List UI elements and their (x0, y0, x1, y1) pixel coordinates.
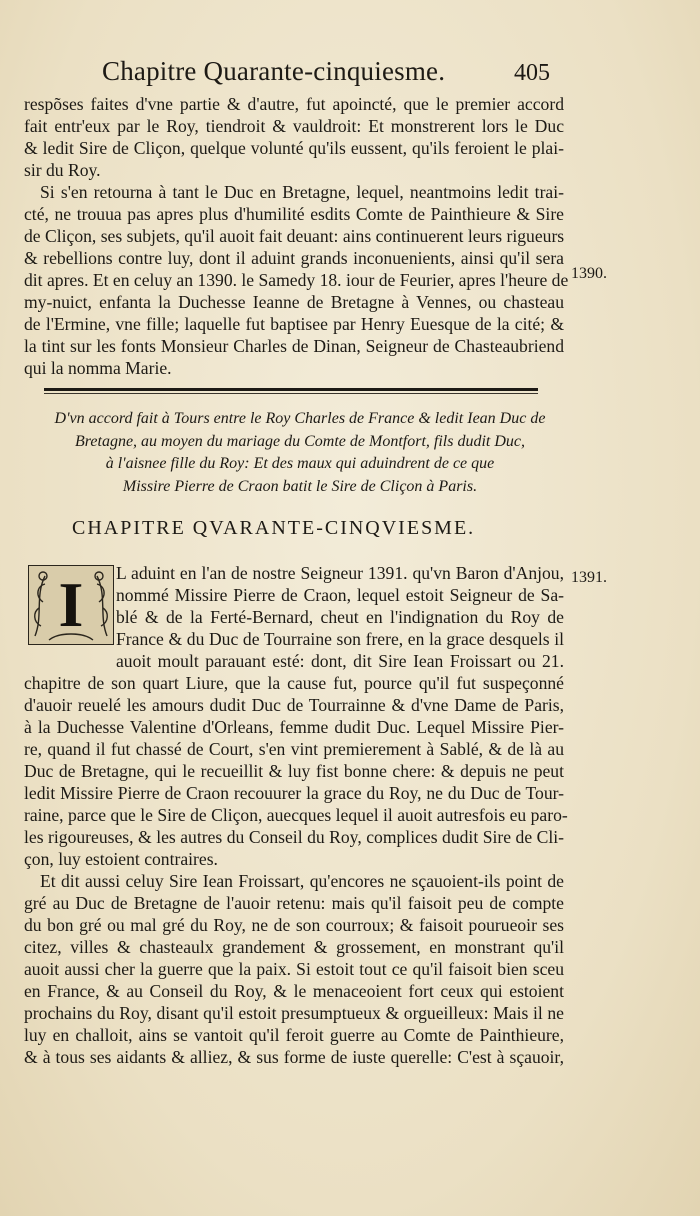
text-line: & ledit Sire de Cliçon, quelque volunté qu'ils eussent, qu'ils feroient le plai- (24, 138, 564, 158)
text-line: prochains du Roy, disant qu'il estoit presumptueux & orgueilleux: Mais il ne (24, 1003, 564, 1023)
summary-line: Missire Pierre de Craon batit le Sire de Cliçon à Paris. (122, 477, 478, 495)
text-line: çon, luy estoient contraires. (24, 849, 218, 869)
summary-line: D'vn accord fait à Tours entre le Roy Charles de France & ledit Iean Duc de (54, 410, 546, 427)
text-line: auoit moult parauant esté: dont, dit Sire Iean Froissart ou 21. (116, 651, 564, 671)
text-line: blé & de la Ferté-Bernard, cheut en l'indignation du Roy de (116, 607, 564, 627)
decorated-initial (28, 565, 114, 645)
text-line: la tint sur les fonts Monsieur Charles de Dinan, Seigneur de Chasteaubriend (24, 336, 564, 356)
section-divider (44, 388, 538, 391)
page-number: 405 (514, 60, 550, 86)
text-line: my-nuict, enfanta la Duchesse Ieanne de Bretagne à Vennes, ou chasteau (24, 292, 564, 312)
text-line: Et dit aussi celuy Sire Iean Froissart, qu'encores ne sçauoient-ils point de (40, 871, 564, 891)
chapter-summary (10, 408, 590, 498)
text-line: France & du Duc de Tourraine son frere, en la grace desquels il (116, 629, 564, 649)
text-line: respõses faites d'vne partie & d'autre, fut apoincté, que le premier accord (24, 94, 564, 114)
dropcap-lines (116, 562, 564, 650)
margin-note-year: 1390. (571, 265, 607, 282)
text-line: fait entr'eux par le Roy, tiendroit & vauldroit: Et monstrerent lors le Duc (24, 116, 564, 136)
text-line: chapitre de son quart Liure, que la cause fut, pource qu'il fut suspeçonné (24, 673, 564, 693)
chapter-heading: CHAPITRE QVARANTE-CINQVIESME. (72, 517, 476, 539)
text-line: de l'Ermine, vne fille; laquelle fut baptisee par Henry Euesque de la cité; & (24, 314, 564, 334)
text-line: auoit aussi cher la guerre que la paix. Si estoit tout ce qu'il faisoit bien sceu (24, 959, 564, 979)
text-line: Duc de Bretagne, qui le recueillit & luy fist bonne chere: & depuis ne peut (24, 761, 564, 781)
text-line: & à tous ses aidants & alliez, & sus forme de iuste querelle: C'est à sçauoir, (24, 1047, 564, 1067)
text-line: Si s'en retourna à tant le Duc en Bretagne, lequel, neantmoins ledit trai- (40, 182, 564, 202)
dropcap-letter: I (58, 569, 84, 640)
section-divider-thin (44, 393, 538, 394)
text-line: en France, & au Conseil du Roy, & le menaceoient fort ceux qui estoient (24, 981, 564, 1001)
text-line: du bon gré ou mal gré du Roy, ne de son courroux; & faisoit pourueoir ses (24, 915, 564, 935)
text-line: luy en challoit, ains se vantoit qu'il feroit guerre au Comte de Painthieure, (24, 1025, 564, 1045)
page-header (0, 56, 700, 90)
margin-note-year: 1391. (571, 569, 607, 586)
text-line: ledit Missire Pierre de Craon recouurer la grace du Roy, ne du Duc de Tour- (24, 783, 564, 803)
main-paragraphs (24, 650, 568, 1068)
text-line: nommé Missire Pierre de Craon, lequel estoit Seigneur de Sa- (116, 585, 564, 605)
running-title: Chapitre Quarante-cinquiesme. (102, 56, 446, 86)
text-line: & rebellions contre luy, dont il aduint grands inconuenients, ainsi qu'il sera (24, 248, 564, 268)
text-line: raine, parce que le Sire de Cliçon, auecques lequel il auoit autresfois eu paro- (24, 805, 568, 825)
text-line: les rigoureuses, & les autres du Conseil du Roy, complices dudit Sire de Cli- (24, 827, 564, 847)
text-line: L aduint en l'an de nostre Seigneur 1391. qu'vn Baron d'Anjou, (116, 563, 564, 583)
text-line: sir du Roy. (24, 160, 101, 180)
text-line: re, quand il fut chassé de Court, s'en vint premierement à Sablé, & de là au (24, 739, 564, 759)
text-line: citez, villes & chasteaulx grandement & grossement, en monstrant qu'il (24, 937, 564, 957)
summary-line: à l'aisnee fille du Roy: Et des maux qui aduindrent de ce que (105, 455, 495, 473)
text-line: à la Duchesse Valentine d'Orleans, femme dudit Duc. Lequel Missire Pier- (24, 717, 564, 737)
text-line: dit apres. Et en celuy an 1390. le Samedy 18. iour de Feurier, apres l'heure de (24, 270, 569, 290)
text-line: qui la nomma Marie. (24, 358, 172, 378)
text-line: cté, ne trouua pas apres plus d'humilité esdits Comte de Painthieure & Sire (24, 204, 564, 224)
text-line: de Cliçon, ses subjets, qu'il auoit fait deuant: ains continuerent leurs rigueurs (24, 226, 565, 246)
summary-line: Bretagne, au moyen du mariage du Comte de Montfort, fils dudit Duc, (74, 432, 525, 450)
intro-paragraphs (24, 93, 569, 379)
text-line: gré au Duc de Bretagne de l'auoir retenu: mais qu'il faisoit peu de compte (24, 893, 564, 913)
text-line: d'auoir reuelé les amours dudit Duc de Tourrainne & d'vne Dame de Paris, (24, 695, 564, 715)
